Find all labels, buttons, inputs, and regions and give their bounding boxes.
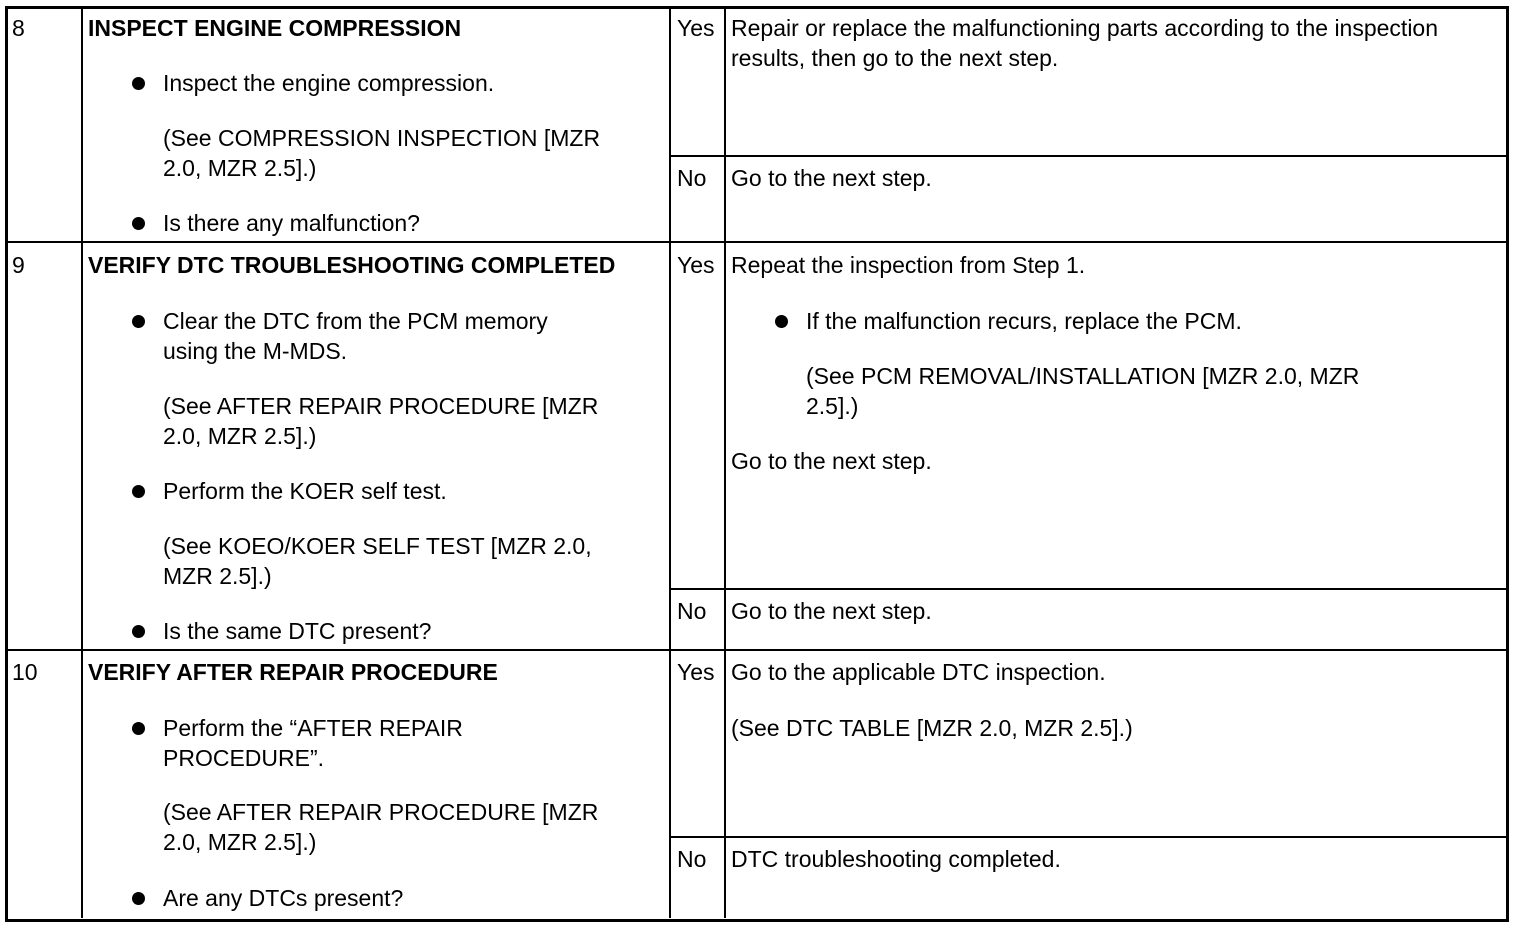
row-divider: [5, 241, 1506, 243]
action-bullet: Perform the KOER self test.: [163, 478, 447, 504]
bullet-icon: [775, 315, 788, 328]
action-reference: (See COMPRESSION INSPECTION [MZR: [163, 125, 601, 151]
action-reference: 2.0, MZR 2.5].): [163, 423, 317, 449]
column-divider-step: [81, 6, 83, 918]
no-result: DTC troubleshooting completed.: [731, 846, 1061, 872]
bullet-icon: [132, 722, 145, 735]
action-bullet: Inspect the engine compression.: [163, 70, 495, 96]
bullet-icon: [132, 625, 145, 638]
action-reference: MZR 2.5].): [163, 563, 272, 589]
action-bullet: Clear the DTC from the PCM memory: [163, 308, 548, 334]
step-number: 10: [12, 659, 38, 685]
action-bullet: using the M-MDS.: [163, 338, 348, 364]
row-divider: [5, 649, 1506, 651]
action-reference: 2.0, MZR 2.5].): [163, 829, 317, 855]
no-label: No: [677, 598, 707, 624]
step-title: INSPECT ENGINE COMPRESSION: [88, 15, 462, 41]
yes-result: Go to the applicable DTC inspection.: [731, 659, 1106, 685]
bullet-icon: [132, 77, 145, 90]
yes-no-divider: [669, 836, 1506, 838]
no-result: Go to the next step.: [731, 165, 932, 191]
action-bullet: Is the same DTC present?: [163, 618, 432, 644]
no-label: No: [677, 165, 707, 191]
bullet-icon: [132, 315, 145, 328]
yes-result-reference: (See DTC TABLE [MZR 2.0, MZR 2.5].): [731, 715, 1133, 741]
yes-label: Yes: [677, 15, 715, 41]
yes-result: results, then go to the next step.: [731, 45, 1059, 71]
action-bullet: Perform the “AFTER REPAIR: [163, 715, 463, 741]
yes-result: Repair or replace the malfunctioning parts according to the inspection: [731, 15, 1439, 41]
action-bullet: Is there any malfunction?: [163, 210, 420, 236]
column-divider-result: [724, 6, 726, 918]
action-reference: (See AFTER REPAIR PROCEDURE [MZR: [163, 799, 599, 825]
yes-result-bullet: If the malfunction recurs, replace the PCM.: [806, 308, 1242, 334]
step-title: VERIFY DTC TROUBLESHOOTING COMPLETED: [88, 252, 616, 278]
step-number: 9: [12, 252, 25, 278]
action-reference: 2.0, MZR 2.5].): [163, 155, 317, 181]
action-bullet: PROCEDURE”.: [163, 745, 325, 771]
action-reference: (See KOEO/KOER SELF TEST [MZR 2.0,: [163, 533, 592, 559]
column-divider-action: [669, 6, 671, 918]
yes-result-reference: (See PCM REMOVAL/INSTALLATION [MZR 2.0, MZR: [806, 363, 1360, 389]
action-reference: (See AFTER REPAIR PROCEDURE [MZR: [163, 393, 599, 419]
yes-result: Repeat the inspection from Step 1.: [731, 252, 1086, 278]
step-number: 8: [12, 15, 25, 41]
yes-label: Yes: [677, 659, 715, 685]
bullet-icon: [132, 217, 145, 230]
action-bullet: Are any DTCs present?: [163, 885, 404, 911]
no-label: No: [677, 846, 707, 872]
yes-label: Yes: [677, 252, 715, 278]
step-title: VERIFY AFTER REPAIR PROCEDURE: [88, 659, 498, 685]
bullet-icon: [132, 485, 145, 498]
yes-no-divider: [669, 155, 1506, 157]
yes-no-divider: [669, 588, 1506, 590]
bullet-icon: [132, 892, 145, 905]
yes-result-reference: 2.5].): [806, 393, 859, 419]
no-result: Go to the next step.: [731, 598, 932, 624]
yes-result: Go to the next step.: [731, 448, 932, 474]
